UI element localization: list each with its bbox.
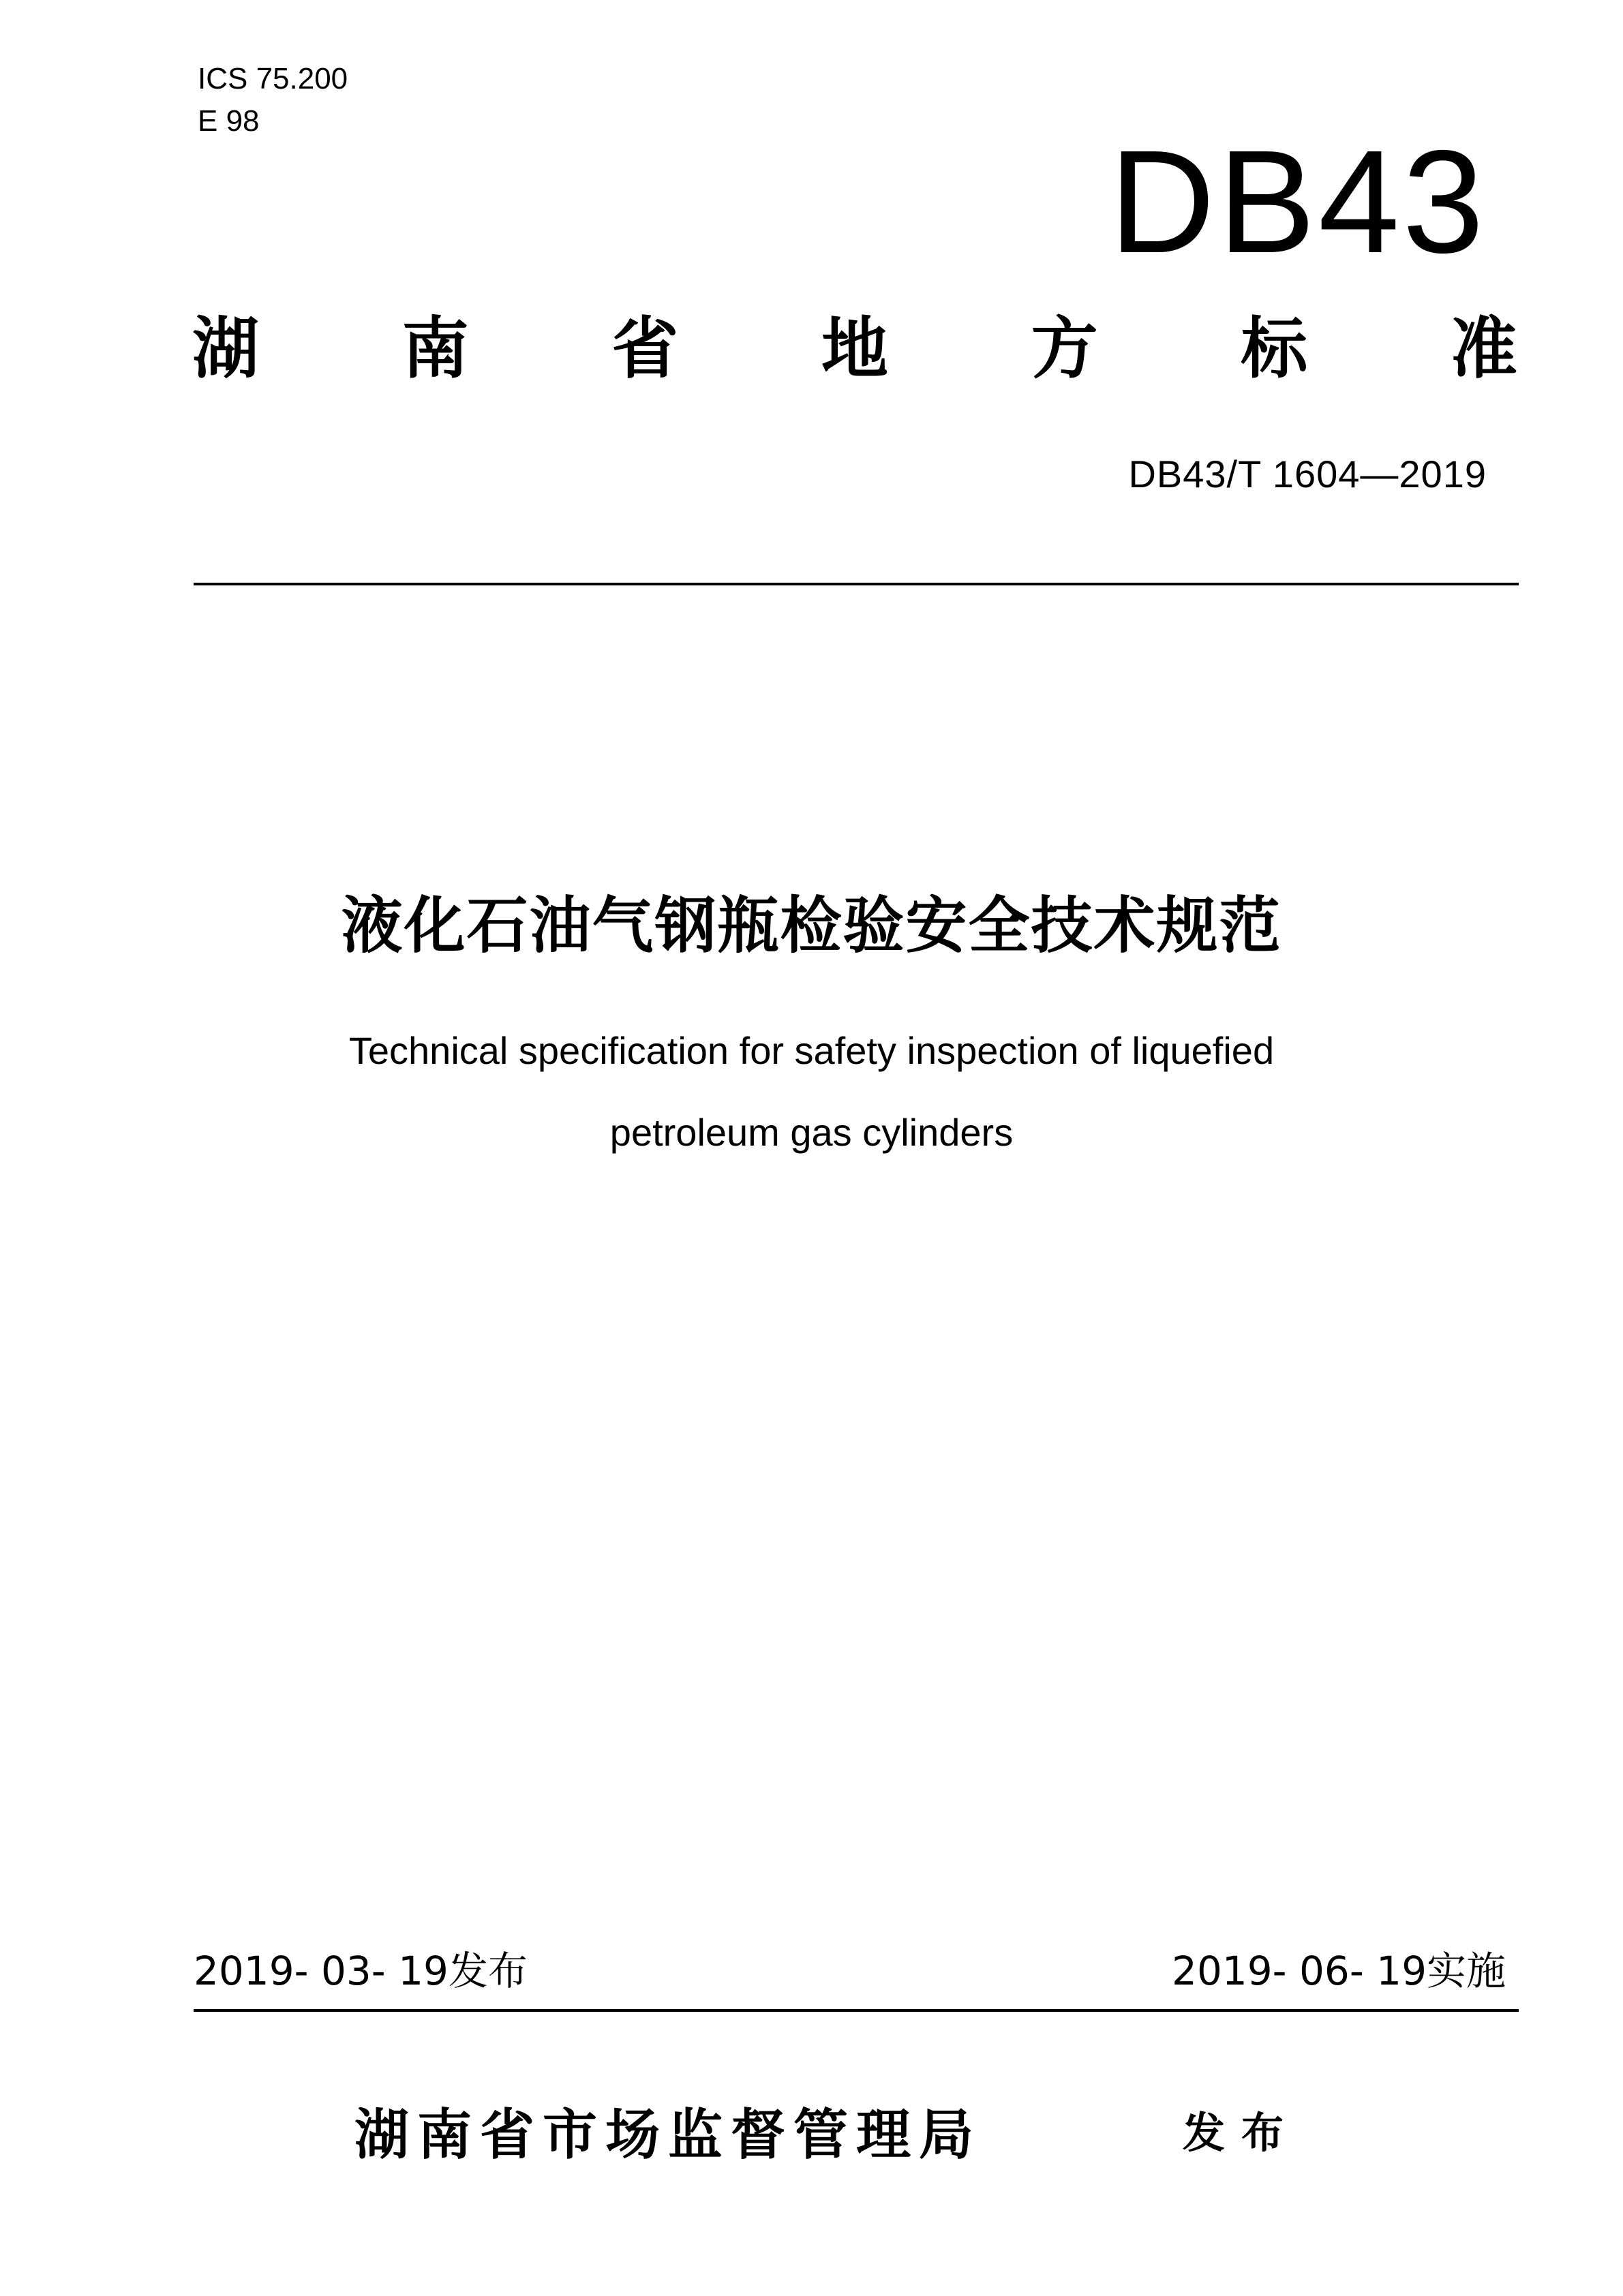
ics-code: ICS 75.200 bbox=[198, 62, 348, 95]
standard-logo: DB43 bbox=[1109, 119, 1487, 284]
category-char: 湖 bbox=[192, 310, 260, 388]
publisher-name: 湖南省市场监督管理局 bbox=[354, 2103, 982, 2167]
standard-number: DB43/T 1604—2019 bbox=[1128, 453, 1487, 495]
issue-date: 2019- 03- 19发布 bbox=[194, 1948, 528, 1994]
category-char: 地 bbox=[821, 310, 888, 388]
category-char: 准 bbox=[1450, 310, 1517, 388]
bottom-divider bbox=[194, 2009, 1519, 2012]
top-divider bbox=[194, 583, 1519, 585]
publish-label: 发布 bbox=[1183, 2108, 1301, 2158]
title-english-line-2: petroleum gas cylinders bbox=[609, 1111, 1014, 1154]
category-char: 标 bbox=[1241, 310, 1308, 388]
category-char: 南 bbox=[401, 310, 469, 388]
standard-category bbox=[192, 308, 1517, 390]
title-chinese: 液化石油气钢瓶检验安全技术规范 bbox=[341, 890, 1282, 962]
ccs-code: E 98 bbox=[198, 104, 260, 138]
category-char: 方 bbox=[1031, 310, 1098, 388]
title-english-line-1: Technical specification for safety inspection of liquefied bbox=[348, 1029, 1275, 1072]
implementation-date: 2019- 06- 19实施 bbox=[1172, 1948, 1506, 1994]
category-char: 省 bbox=[611, 310, 679, 388]
